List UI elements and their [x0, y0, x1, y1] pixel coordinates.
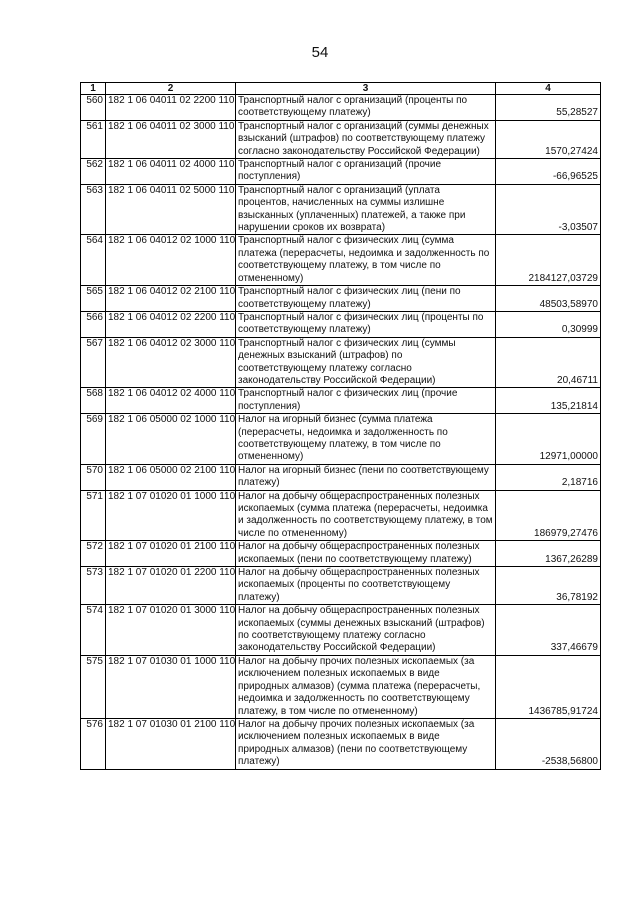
row-number: 574: [81, 605, 106, 656]
income-description: Налог на добычу прочих полезных ископаемых (за исключением полезных ископаемых в виде природных алмазов) (пени по соответствующему платежу): [236, 718, 496, 769]
amount: 20,46711: [496, 337, 601, 388]
income-description: Налог на добычу общераспространенных полезных ископаемых (суммы денежных взысканий (штрафов) по соответствующему платежу согласно законодательству Российской Федерации): [236, 605, 496, 656]
income-description: Налог на добычу общераспространенных полезных ископаемых (сумма платежа (перерасчеты, недоимка и задолженность по соответствующему платежу, в том числе по отмененному): [236, 490, 496, 541]
table-body: [81, 95, 601, 770]
income-description: Транспортный налог с организаций (прочие поступления): [236, 159, 496, 185]
table-row: [81, 286, 601, 312]
income-description: Транспортный налог с физических лиц (прочие поступления): [236, 388, 496, 414]
budget-code: 182 1 07 01020 01 3000 110: [106, 605, 236, 656]
amount: 1367,26289: [496, 541, 601, 567]
amount: 36,78192: [496, 567, 601, 605]
amount: 135,21814: [496, 388, 601, 414]
table-row: [81, 464, 601, 490]
budget-code: 182 1 06 04011 02 3000 110: [106, 120, 236, 158]
budget-code: 182 1 06 04012 02 4000 110: [106, 388, 236, 414]
table-row: [81, 159, 601, 185]
table-row: [81, 490, 601, 541]
table-row: [81, 120, 601, 158]
table-row: [81, 567, 601, 605]
income-description: Транспортный налог с физических лиц (суммы денежных взысканий (штрафов) по соответствующему платежу согласно законодательству Российской Федерации): [236, 337, 496, 388]
budget-code: 182 1 06 04012 02 2100 110: [106, 286, 236, 312]
row-number: 565: [81, 286, 106, 312]
income-description: Налог на добычу прочих полезных ископаемых (за исключением полезных ископаемых в виде природных алмазов) (сумма платежа (перерасчеты, недоимка и задолженность по соответствующему платежу, в том числе по отмененному): [236, 655, 496, 718]
amount: 55,28527: [496, 95, 601, 121]
row-number: 560: [81, 95, 106, 121]
amount: 186979,27476: [496, 490, 601, 541]
row-number: 571: [81, 490, 106, 541]
row-number: 562: [81, 159, 106, 185]
row-number: 573: [81, 567, 106, 605]
amount: 48503,58970: [496, 286, 601, 312]
amount: 1436785,91724: [496, 655, 601, 718]
income-description: Налог на добычу общераспространенных полезных ископаемых (проценты по соответствующему платежу): [236, 567, 496, 605]
budget-code: 182 1 06 04012 02 2200 110: [106, 311, 236, 337]
table-row: [81, 95, 601, 121]
budget-code: 182 1 07 01020 01 2100 110: [106, 541, 236, 567]
income-description: Транспортный налог с физических лиц (пени по соответствующему платежу): [236, 286, 496, 312]
table-row: [81, 311, 601, 337]
budget-code: 182 1 06 04012 02 1000 110: [106, 235, 236, 286]
amount: 1570,27424: [496, 120, 601, 158]
budget-code: 182 1 06 05000 02 1000 110: [106, 414, 236, 465]
table-row: [81, 541, 601, 567]
amount: 12971,00000: [496, 414, 601, 465]
budget-code: 182 1 06 04011 02 4000 110: [106, 159, 236, 185]
row-number: 569: [81, 414, 106, 465]
row-number: 564: [81, 235, 106, 286]
income-description: Налог на игорный бизнес (пени по соответствующему платежу): [236, 464, 496, 490]
table-row: [81, 718, 601, 769]
table-row: [81, 414, 601, 465]
column-header-4: 4: [496, 83, 601, 95]
table-row: [81, 184, 601, 235]
header-row: [81, 83, 601, 95]
row-number: 572: [81, 541, 106, 567]
budget-code: 182 1 07 01020 01 2200 110: [106, 567, 236, 605]
income-description: Транспортный налог с организаций (проценты по соответствующему платежу): [236, 95, 496, 121]
row-number: 561: [81, 120, 106, 158]
row-number: 575: [81, 655, 106, 718]
row-number: 566: [81, 311, 106, 337]
column-header-1: 1: [81, 83, 106, 95]
page-number: 54: [311, 44, 329, 61]
budget-code: 182 1 07 01020 01 1000 110: [106, 490, 236, 541]
income-description: Транспортный налог с физических лиц (проценты по соответствующему платежу): [236, 311, 496, 337]
budget-code: 182 1 07 01030 01 2100 110: [106, 718, 236, 769]
income-description: Транспортный налог с физических лиц (сумма платежа (перерасчеты, недоимка и задолженность по соответствующему платежу, в том числе по отмененному): [236, 235, 496, 286]
amount: 2,18716: [496, 464, 601, 490]
row-number: 563: [81, 184, 106, 235]
table-row: [81, 337, 601, 388]
row-number: 568: [81, 388, 106, 414]
row-number: 570: [81, 464, 106, 490]
budget-code: 182 1 07 01030 01 1000 110: [106, 655, 236, 718]
column-header-2: 2: [106, 83, 236, 95]
amount: -66,96525: [496, 159, 601, 185]
budget-table: [80, 82, 601, 770]
table-row: [81, 235, 601, 286]
amount: 2184127,03729: [496, 235, 601, 286]
budget-code: 182 1 06 04012 02 3000 110: [106, 337, 236, 388]
income-description: Налог на игорный бизнес (сумма платежа (перерасчеты, недоимка и задолженность по соответствующему платежу, в том числе по отмененному): [236, 414, 496, 465]
row-number: 576: [81, 718, 106, 769]
table-row: [81, 388, 601, 414]
budget-code: 182 1 06 05000 02 2100 110: [106, 464, 236, 490]
column-header-3: 3: [236, 83, 496, 95]
amount: 337,46679: [496, 605, 601, 656]
budget-code: 182 1 06 04011 02 5000 110: [106, 184, 236, 235]
row-number: 567: [81, 337, 106, 388]
amount: 0,30999: [496, 311, 601, 337]
income-description: Налог на добычу общераспространенных полезных ископаемых (пени по соответствующему платежу): [236, 541, 496, 567]
amount: -2538,56800: [496, 718, 601, 769]
table-row: [81, 605, 601, 656]
amount: -3,03507: [496, 184, 601, 235]
income-description: Транспортный налог с организаций (суммы денежных взысканий (штрафов) по соответствующему платежу согласно законодательству Российской Федерации): [236, 120, 496, 158]
table-row: [81, 655, 601, 718]
budget-code: 182 1 06 04011 02 2200 110: [106, 95, 236, 121]
income-description: Транспортный налог с организаций (уплата процентов, начисленных на суммы излишне взысканных (уплаченных) платежей, а также при нарушении сроков их возврата): [236, 184, 496, 235]
